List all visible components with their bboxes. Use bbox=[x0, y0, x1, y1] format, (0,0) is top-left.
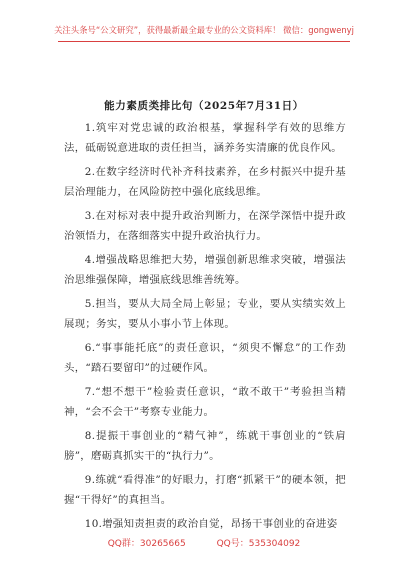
list-item: 8.提振干事创业的“精气神”，练就干事创业的“铁肩膀”，磨砺真抓实干的“执行力”。 bbox=[64, 430, 346, 462]
list-item: 7.“想不想干”检验责任意识，“敢不敢干”考验担当精神，“会不会干”考察专业能力。 bbox=[64, 386, 346, 418]
list-item: 2.在数字经济时代补齐科技素养，在乡村振兴中提升基层治理能力，在风险防控中强化底线思维。 bbox=[64, 166, 346, 198]
list-item: 1.筑牢对党忠诚的政治根基，掌握科学有效的思维方法，砥砺锐意进取的责任担当，涵养务实清廉的优良作风。 bbox=[64, 122, 346, 154]
header-divider bbox=[58, 41, 350, 42]
list-item: 4.增强战略思维把大势，增强创新思维求突破，增强法治思维强保障，增强底线思维善统筹。 bbox=[64, 254, 346, 286]
list-item: 10.增强知责担责的政治自觉，昂扬干事创业的奋进姿 bbox=[84, 518, 338, 530]
footer-qq-number: QQ号：535304092 bbox=[216, 539, 301, 549]
footer-contact bbox=[0, 536, 408, 549]
list-item: 9.练就“看得准”的好眼力，打磨“抓紧干”的硬本领，把握“干得好”的真担当。 bbox=[64, 474, 346, 506]
header-promo-note: 关注头条号“公文研究”，获得最新最全最专业的公文资料库！ 微信：gongwenyj bbox=[54, 25, 354, 35]
sentence-list bbox=[64, 118, 346, 538]
list-item: 3.在对标对表中提升政治判断力，在深学深悟中提升政治领悟力，在落细落实中提升政治执行力。 bbox=[64, 210, 346, 242]
document-title: 能力素质类排比句（2025年7月31日） bbox=[104, 100, 304, 112]
list-item: 6.“事事能托底”的责任意识，“须臾不懈怠”的工作劲头，“踏石要留印”的过硬作风。 bbox=[64, 342, 346, 374]
footer-qq-group: QQ群：30265665 bbox=[107, 539, 186, 549]
list-item: 5.担当，要从大局全局上彰显；专业，要从实绩实效上展现；务实，要从小事小节上体现。 bbox=[64, 298, 346, 330]
